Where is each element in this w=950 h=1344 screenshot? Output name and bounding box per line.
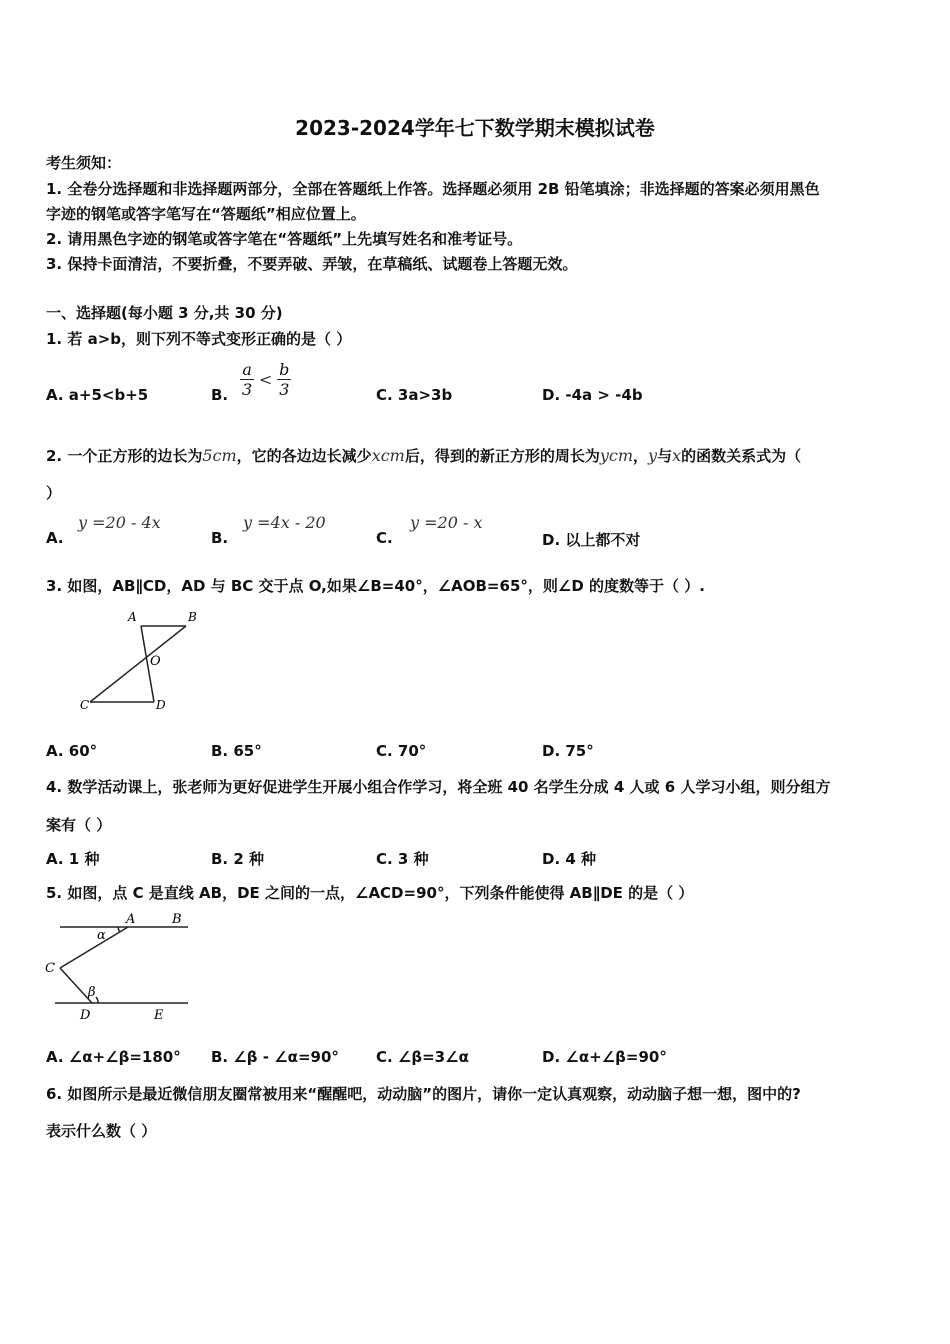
q4-option-b: B. 2 种 bbox=[211, 850, 265, 868]
label-b: B bbox=[188, 610, 197, 624]
q2-text: 后，得到的新正方形的周长为 bbox=[404, 447, 600, 465]
q1-option-d: D. -4a > -4b bbox=[542, 386, 643, 404]
q2-option-b-math: y =4x - 20 bbox=[243, 513, 326, 532]
q6-stem-line1: 6. 如图所示是最近微信朋友圈常被用来“醒醒吧，动动脑”的图片，请你一定认真观察，动动脑子想一想，图中的? bbox=[46, 1085, 801, 1103]
less-than-sign: < bbox=[258, 370, 273, 389]
q2-stem-line2: ） bbox=[46, 484, 62, 502]
q2-math: x bbox=[672, 446, 682, 465]
notice-line-2: 2. 请用黑色字迹的钢笔或答字笔在“答题纸”上先填写姓名和准考证号。 bbox=[46, 230, 523, 248]
label-d: D bbox=[156, 698, 166, 712]
page-title: 2023-2024学年七下数学期末模拟试卷 bbox=[295, 116, 655, 140]
label-b: B bbox=[172, 912, 182, 927]
label-alpha: α bbox=[97, 928, 106, 943]
q2-text: 2. 一个正方形的边长为 bbox=[46, 447, 203, 465]
q2-text: 的函数关系式为（ bbox=[681, 447, 802, 465]
q5-option-d: D. ∠α+∠β=90° bbox=[542, 1048, 667, 1066]
q2-math: y bbox=[648, 446, 658, 465]
q5-figure bbox=[40, 906, 200, 1026]
label-a: A bbox=[126, 912, 136, 927]
q3-option-b: B. 65° bbox=[211, 742, 262, 760]
section-heading: 一、选择题(每小题 3 分,共 30 分) bbox=[46, 304, 283, 322]
q1-option-b-expression bbox=[240, 360, 291, 399]
fraction-denominator: 3 bbox=[242, 380, 253, 399]
beta-arc bbox=[96, 997, 98, 1003]
q4-option-c: C. 3 种 bbox=[376, 850, 429, 868]
q4-option-d: D. 4 种 bbox=[542, 850, 597, 868]
q2-option-b-label: B. bbox=[211, 529, 229, 547]
q1-option-c: C. 3a>3b bbox=[376, 386, 453, 404]
notice-heading: 考生须知： bbox=[46, 154, 122, 172]
label-o: O bbox=[150, 654, 161, 669]
q2-text: ，它的各边边长减少 bbox=[236, 447, 372, 465]
q2-option-c-label: C. bbox=[376, 529, 393, 547]
q2-math: ycm bbox=[599, 446, 634, 465]
q5-stem: 5. 如图，点 C 是直线 AB，DE 之间的一点，∠ACD=90°，下列条件能使得 AB∥DE 的是（ ） bbox=[46, 884, 694, 902]
q2-stem-line1 bbox=[46, 445, 801, 466]
label-beta: β bbox=[88, 985, 96, 1000]
q4-stem-line2: 案有（ ） bbox=[46, 816, 112, 834]
q2-option-a-math: y =20 - 4x bbox=[78, 513, 161, 532]
segment-bc bbox=[90, 626, 186, 702]
label-c: C bbox=[45, 961, 55, 976]
notice-line-1a: 1. 全卷分选择题和非选择题两部分，全部在答题纸上作答。选择题必须用 2B 铅笔填涂；非选择题的答案必须用黑色 bbox=[46, 180, 820, 198]
label-c: C bbox=[80, 698, 90, 712]
q2-text: ， bbox=[633, 447, 649, 465]
q2-math: xcm bbox=[371, 446, 405, 465]
notice-line-3: 3. 保持卡面清洁，不要折叠，不要弄破、弄皱，在草稿纸、试题卷上答题无效。 bbox=[46, 255, 578, 273]
segment-ac bbox=[60, 927, 128, 968]
q1-option-a: A. a+5<b+5 bbox=[46, 386, 149, 404]
q1-stem: 1. 若 a>b，则下列不等式变形正确的是（ ） bbox=[46, 330, 352, 348]
q2-math: 5cm bbox=[202, 446, 237, 465]
q4-option-a: A. 1 种 bbox=[46, 850, 100, 868]
q4-stem-line1: 4. 数学活动课上，张老师为更好促进学生开展小组合作学习，将全班 40 名学生分成 4 人或 6 人学习小组，则分组方 bbox=[46, 778, 831, 796]
q3-option-d: D. 75° bbox=[542, 742, 594, 760]
q5-option-a: A. ∠α+∠β=180° bbox=[46, 1048, 181, 1066]
label-d: D bbox=[80, 1008, 91, 1023]
q3-option-c: C. 70° bbox=[376, 742, 427, 760]
q2-option-d: D. 以上都不对 bbox=[542, 531, 641, 549]
q2-text: 与 bbox=[657, 447, 673, 465]
q6-stem-line2: 表示什么数（ ） bbox=[46, 1122, 157, 1140]
q2-option-c-math: y =20 - x bbox=[410, 513, 483, 532]
q5-option-c: C. ∠β=3∠α bbox=[376, 1048, 469, 1066]
notice-line-1b: 字迹的钢笔或答字笔写在“答题纸”相应位置上。 bbox=[46, 205, 366, 223]
q5-option-b: B. ∠β - ∠α=90° bbox=[211, 1048, 339, 1066]
fraction-numerator: a bbox=[240, 360, 254, 380]
label-a: A bbox=[128, 610, 137, 624]
q2-option-a-label: A. bbox=[46, 529, 64, 547]
q1-option-b-label: B. bbox=[211, 386, 229, 404]
q3-option-a: A. 60° bbox=[46, 742, 98, 760]
fraction-numerator: b bbox=[279, 360, 290, 379]
q3-stem: 3. 如图，AB∥CD，AD 与 BC 交于点 O,如果∠B=40°，∠AOB=65°，则∠D 的度数等于（ ）. bbox=[46, 577, 705, 595]
label-e: E bbox=[154, 1008, 164, 1023]
fraction-denominator: 3 bbox=[279, 380, 290, 399]
q3-figure bbox=[70, 605, 210, 715]
